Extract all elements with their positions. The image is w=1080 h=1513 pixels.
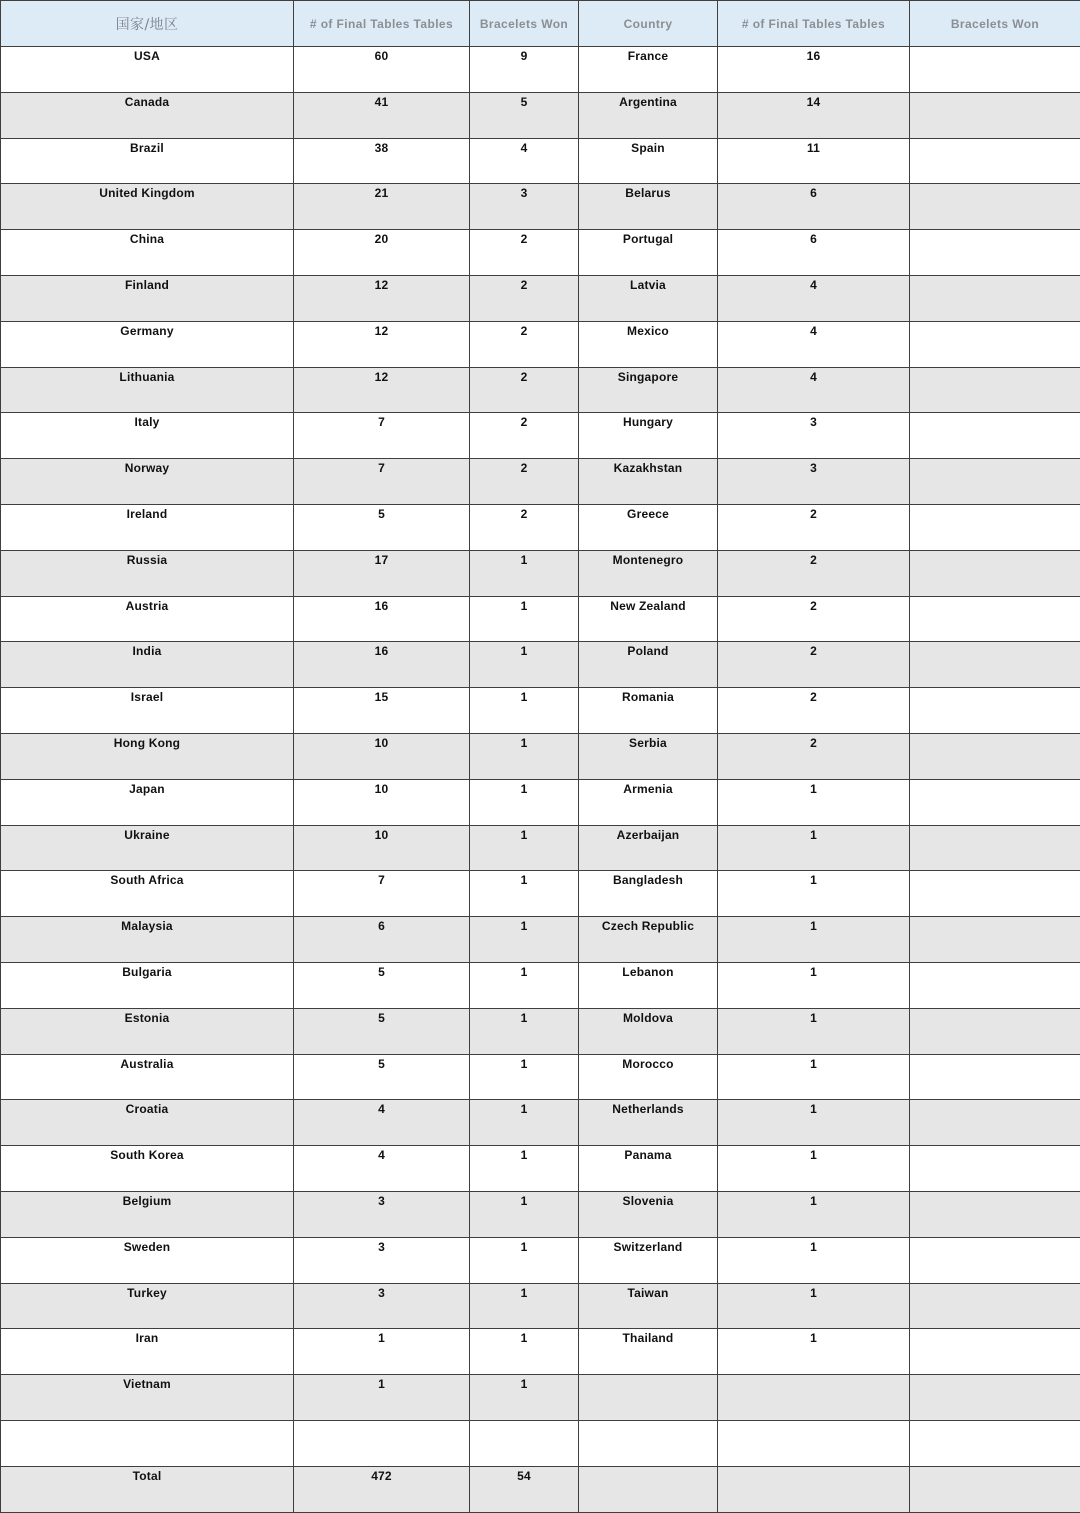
bracelets-cell: 2	[470, 413, 579, 459]
country-cell: Belgium	[1, 1191, 294, 1237]
bracelets-cell-2	[910, 1237, 1080, 1283]
bracelets-cell: 1	[470, 962, 579, 1008]
final-tables-cell	[294, 1420, 470, 1466]
bracelets-cell-2	[910, 321, 1080, 367]
final-tables-cell-2: 1	[718, 917, 910, 963]
bracelets-cell-2	[910, 504, 1080, 550]
final-tables-cell-2: 1	[718, 779, 910, 825]
table-row	[1, 504, 1080, 550]
final-tables-cell-2: 2	[718, 733, 910, 779]
country-cell: Austria	[1, 596, 294, 642]
country-cell-2: Panama	[579, 1146, 718, 1192]
table-row	[1, 1420, 1080, 1466]
table-row	[1, 92, 1080, 138]
final-tables-cell: 5	[294, 1054, 470, 1100]
final-tables-cell-2	[718, 1375, 910, 1421]
country-cell: Croatia	[1, 1100, 294, 1146]
final-tables-cell: 38	[294, 138, 470, 184]
final-tables-cell-2: 2	[718, 504, 910, 550]
table-row	[1, 596, 1080, 642]
country-cell-2: Armenia	[579, 779, 718, 825]
table-row	[1, 321, 1080, 367]
final-tables-cell: 15	[294, 688, 470, 734]
country-cell-2: New Zealand	[579, 596, 718, 642]
country-cell: South Africa	[1, 871, 294, 917]
header-final-tables: # of Final Tables Tables	[294, 1, 470, 47]
table-row	[1, 184, 1080, 230]
country-cell-2: Slovenia	[579, 1191, 718, 1237]
table-row	[1, 779, 1080, 825]
final-tables-cell-2: 11	[718, 138, 910, 184]
table-row	[1, 1146, 1080, 1192]
table-row	[1, 550, 1080, 596]
final-tables-cell: 472	[294, 1466, 470, 1512]
country-cell-2: Montenegro	[579, 550, 718, 596]
final-tables-cell-2: 1	[718, 825, 910, 871]
bracelets-cell-2	[910, 1375, 1080, 1421]
final-tables-cell-2: 1	[718, 1100, 910, 1146]
country-cell-2: Spain	[579, 138, 718, 184]
bracelets-cell: 3	[470, 184, 579, 230]
country-cell-2: Argentina	[579, 92, 718, 138]
final-tables-cell: 41	[294, 92, 470, 138]
final-tables-cell-2: 1	[718, 1237, 910, 1283]
bracelets-cell-2	[910, 962, 1080, 1008]
country-cell: Estonia	[1, 1008, 294, 1054]
bracelets-cell: 1	[470, 688, 579, 734]
country-cell: Lithuania	[1, 367, 294, 413]
bracelets-cell-2	[910, 642, 1080, 688]
final-tables-cell: 21	[294, 184, 470, 230]
bracelets-cell: 1	[470, 1054, 579, 1100]
final-tables-cell-2: 16	[718, 47, 910, 93]
table-row	[1, 1283, 1080, 1329]
table-row	[1, 733, 1080, 779]
final-tables-cell-2: 1	[718, 1191, 910, 1237]
country-cell-2: Kazakhstan	[579, 459, 718, 505]
bracelets-cell: 1	[470, 1283, 579, 1329]
final-tables-cell-2	[718, 1466, 910, 1512]
final-tables-cell: 16	[294, 642, 470, 688]
bracelets-cell: 1	[470, 642, 579, 688]
country-cell-2: Lebanon	[579, 962, 718, 1008]
bracelets-cell-2	[910, 230, 1080, 276]
final-tables-cell: 5	[294, 962, 470, 1008]
final-tables-cell-2: 4	[718, 321, 910, 367]
bracelets-cell: 1	[470, 1375, 579, 1421]
country-cell-2: Switzerland	[579, 1237, 718, 1283]
bracelets-cell-2	[910, 596, 1080, 642]
table-row	[1, 1237, 1080, 1283]
country-cell: Australia	[1, 1054, 294, 1100]
final-tables-cell-2: 4	[718, 367, 910, 413]
header-bracelets-won-2: Bracelets Won	[910, 1, 1080, 47]
country-cell: United Kingdom	[1, 184, 294, 230]
final-tables-cell: 3	[294, 1237, 470, 1283]
bracelets-cell-2	[910, 47, 1080, 93]
final-tables-cell-2: 1	[718, 1146, 910, 1192]
final-tables-cell-2: 6	[718, 230, 910, 276]
final-tables-cell: 1	[294, 1375, 470, 1421]
country-cell-2: Greece	[579, 504, 718, 550]
table-body	[1, 47, 1080, 1513]
final-tables-cell-2: 6	[718, 184, 910, 230]
bracelets-cell: 1	[470, 1100, 579, 1146]
final-tables-cell-2: 1	[718, 962, 910, 1008]
final-tables-cell: 60	[294, 47, 470, 93]
bracelets-cell-2	[910, 1329, 1080, 1375]
country-cell-2: Latvia	[579, 275, 718, 321]
country-cell-2: Taiwan	[579, 1283, 718, 1329]
table-row	[1, 413, 1080, 459]
bracelets-cell-2	[910, 367, 1080, 413]
country-cell: Sweden	[1, 1237, 294, 1283]
country-cell: Canada	[1, 92, 294, 138]
table-row	[1, 1100, 1080, 1146]
final-tables-cell: 6	[294, 917, 470, 963]
bracelets-cell-2	[910, 550, 1080, 596]
bracelets-cell: 1	[470, 733, 579, 779]
bracelets-cell-2	[910, 779, 1080, 825]
bracelets-cell: 54	[470, 1466, 579, 1512]
final-tables-cell-2: 2	[718, 688, 910, 734]
country-cell-2: Morocco	[579, 1054, 718, 1100]
final-tables-cell-2: 2	[718, 596, 910, 642]
final-tables-cell-2: 2	[718, 550, 910, 596]
bracelets-cell: 1	[470, 779, 579, 825]
bracelets-cell: 1	[470, 1191, 579, 1237]
country-cell-2: France	[579, 47, 718, 93]
country-cell	[1, 1420, 294, 1466]
bracelets-cell-2	[910, 1191, 1080, 1237]
final-tables-cell: 20	[294, 230, 470, 276]
country-cell: Vietnam	[1, 1375, 294, 1421]
final-tables-cell-2: 1	[718, 1008, 910, 1054]
bracelets-cell-2	[910, 1054, 1080, 1100]
final-tables-cell: 5	[294, 504, 470, 550]
final-tables-cell: 10	[294, 779, 470, 825]
final-tables-cell: 17	[294, 550, 470, 596]
bracelets-cell-2	[910, 1146, 1080, 1192]
country-cell: Germany	[1, 321, 294, 367]
country-cell-2: Thailand	[579, 1329, 718, 1375]
final-tables-cell-2: 1	[718, 871, 910, 917]
bracelets-cell-2	[910, 825, 1080, 871]
bracelets-cell: 2	[470, 459, 579, 505]
bracelets-cell-2	[910, 1466, 1080, 1512]
country-cell-2	[579, 1375, 718, 1421]
country-cell: South Korea	[1, 1146, 294, 1192]
final-tables-cell-2: 2	[718, 642, 910, 688]
bracelets-cell: 1	[470, 917, 579, 963]
table-header	[1, 1, 1080, 47]
bracelets-cell: 1	[470, 596, 579, 642]
table-row	[1, 1191, 1080, 1237]
bracelets-cell: 9	[470, 47, 579, 93]
final-tables-cell: 4	[294, 1146, 470, 1192]
bracelets-cell: 2	[470, 321, 579, 367]
country-cell: Finland	[1, 275, 294, 321]
final-tables-cell: 10	[294, 825, 470, 871]
table-row	[1, 459, 1080, 505]
bracelets-cell-2	[910, 733, 1080, 779]
bracelets-cell: 1	[470, 1237, 579, 1283]
country-cell-2	[579, 1466, 718, 1512]
bracelets-cell: 2	[470, 504, 579, 550]
final-tables-cell-2	[718, 1420, 910, 1466]
bracelets-cell-2	[910, 1283, 1080, 1329]
country-cell-2	[579, 1420, 718, 1466]
country-cell-2: Netherlands	[579, 1100, 718, 1146]
bracelets-cell: 1	[470, 1008, 579, 1054]
final-tables-cell: 4	[294, 1100, 470, 1146]
final-tables-cell: 10	[294, 733, 470, 779]
final-tables-cell: 7	[294, 413, 470, 459]
header-final-tables-2: # of Final Tables Tables	[718, 1, 910, 47]
country-cell: Italy	[1, 413, 294, 459]
bracelets-cell-2	[910, 688, 1080, 734]
table-row	[1, 1054, 1080, 1100]
bracelets-cell: 1	[470, 1329, 579, 1375]
country-cell: India	[1, 642, 294, 688]
country-cell: Israel	[1, 688, 294, 734]
table-row	[1, 642, 1080, 688]
table-row	[1, 47, 1080, 93]
bracelets-cell: 4	[470, 138, 579, 184]
country-cell-2: Mexico	[579, 321, 718, 367]
country-cell: China	[1, 230, 294, 276]
country-cell: Russia	[1, 550, 294, 596]
final-tables-cell: 3	[294, 1283, 470, 1329]
bracelets-cell: 1	[470, 1146, 579, 1192]
country-cell-2: Hungary	[579, 413, 718, 459]
bracelets-cell-2	[910, 92, 1080, 138]
country-cell-2: Romania	[579, 688, 718, 734]
country-cell: USA	[1, 47, 294, 93]
bracelets-cell: 2	[470, 230, 579, 276]
final-tables-cell: 3	[294, 1191, 470, 1237]
table-row	[1, 962, 1080, 1008]
country-cell-2: Portugal	[579, 230, 718, 276]
country-cell: Norway	[1, 459, 294, 505]
bracelets-cell-2	[910, 917, 1080, 963]
bracelets-cell-2	[910, 1008, 1080, 1054]
bracelets-cell: 2	[470, 367, 579, 413]
table-row	[1, 275, 1080, 321]
bracelets-cell-2	[910, 184, 1080, 230]
table-row	[1, 825, 1080, 871]
final-tables-cell-2: 14	[718, 92, 910, 138]
header-bracelets-won: Bracelets Won	[470, 1, 579, 47]
header-country-region: 国家/地区	[1, 1, 294, 47]
bracelets-cell-2	[910, 459, 1080, 505]
bracelets-cell: 1	[470, 871, 579, 917]
country-cell: Hong Kong	[1, 733, 294, 779]
final-tables-cell: 7	[294, 459, 470, 505]
table-row	[1, 1008, 1080, 1054]
final-tables-cell: 16	[294, 596, 470, 642]
bracelets-cell: 1	[470, 825, 579, 871]
country-cell: Total	[1, 1466, 294, 1512]
bracelets-cell	[470, 1420, 579, 1466]
header-row	[1, 1, 1080, 47]
final-tables-cell: 5	[294, 1008, 470, 1054]
country-cell: Japan	[1, 779, 294, 825]
country-cell: Ireland	[1, 504, 294, 550]
bracelets-cell-2	[910, 275, 1080, 321]
country-cell: Ukraine	[1, 825, 294, 871]
final-tables-cell-2: 1	[718, 1054, 910, 1100]
final-tables-cell-2: 1	[718, 1283, 910, 1329]
bracelets-cell: 1	[470, 550, 579, 596]
final-tables-cell: 7	[294, 871, 470, 917]
country-cell-2: Serbia	[579, 733, 718, 779]
country-cell: Iran	[1, 1329, 294, 1375]
table-row	[1, 1329, 1080, 1375]
bracelets-cell-2	[910, 1420, 1080, 1466]
country-cell: Malaysia	[1, 917, 294, 963]
final-tables-cell-2: 4	[718, 275, 910, 321]
final-tables-cell: 1	[294, 1329, 470, 1375]
country-cell-2: Bangladesh	[579, 871, 718, 917]
final-tables-cell-2: 3	[718, 459, 910, 505]
table-row	[1, 1375, 1080, 1421]
final-tables-cell: 12	[294, 275, 470, 321]
country-cell-2: Moldova	[579, 1008, 718, 1054]
bracelets-cell-2	[910, 1100, 1080, 1146]
final-tables-cell: 12	[294, 367, 470, 413]
table-row	[1, 871, 1080, 917]
country-cell: Turkey	[1, 1283, 294, 1329]
final-tables-cell: 12	[294, 321, 470, 367]
bracelets-cell: 2	[470, 275, 579, 321]
country-cell: Brazil	[1, 138, 294, 184]
table-row	[1, 1466, 1080, 1512]
table-row	[1, 688, 1080, 734]
bracelets-cell-2	[910, 871, 1080, 917]
bracelets-cell-2	[910, 138, 1080, 184]
final-tables-cell-2: 3	[718, 413, 910, 459]
country-cell-2: Belarus	[579, 184, 718, 230]
country-cell-2: Azerbaijan	[579, 825, 718, 871]
country-cell-2: Czech Republic	[579, 917, 718, 963]
table-row	[1, 230, 1080, 276]
table-row	[1, 367, 1080, 413]
country-cell-2: Singapore	[579, 367, 718, 413]
final-tables-cell-2: 1	[718, 1329, 910, 1375]
bracelets-cell-2	[910, 413, 1080, 459]
table-row	[1, 917, 1080, 963]
country-cell-2: Poland	[579, 642, 718, 688]
header-country: Country	[579, 1, 718, 47]
table-row	[1, 138, 1080, 184]
country-cell: Bulgaria	[1, 962, 294, 1008]
bracelets-cell: 5	[470, 92, 579, 138]
